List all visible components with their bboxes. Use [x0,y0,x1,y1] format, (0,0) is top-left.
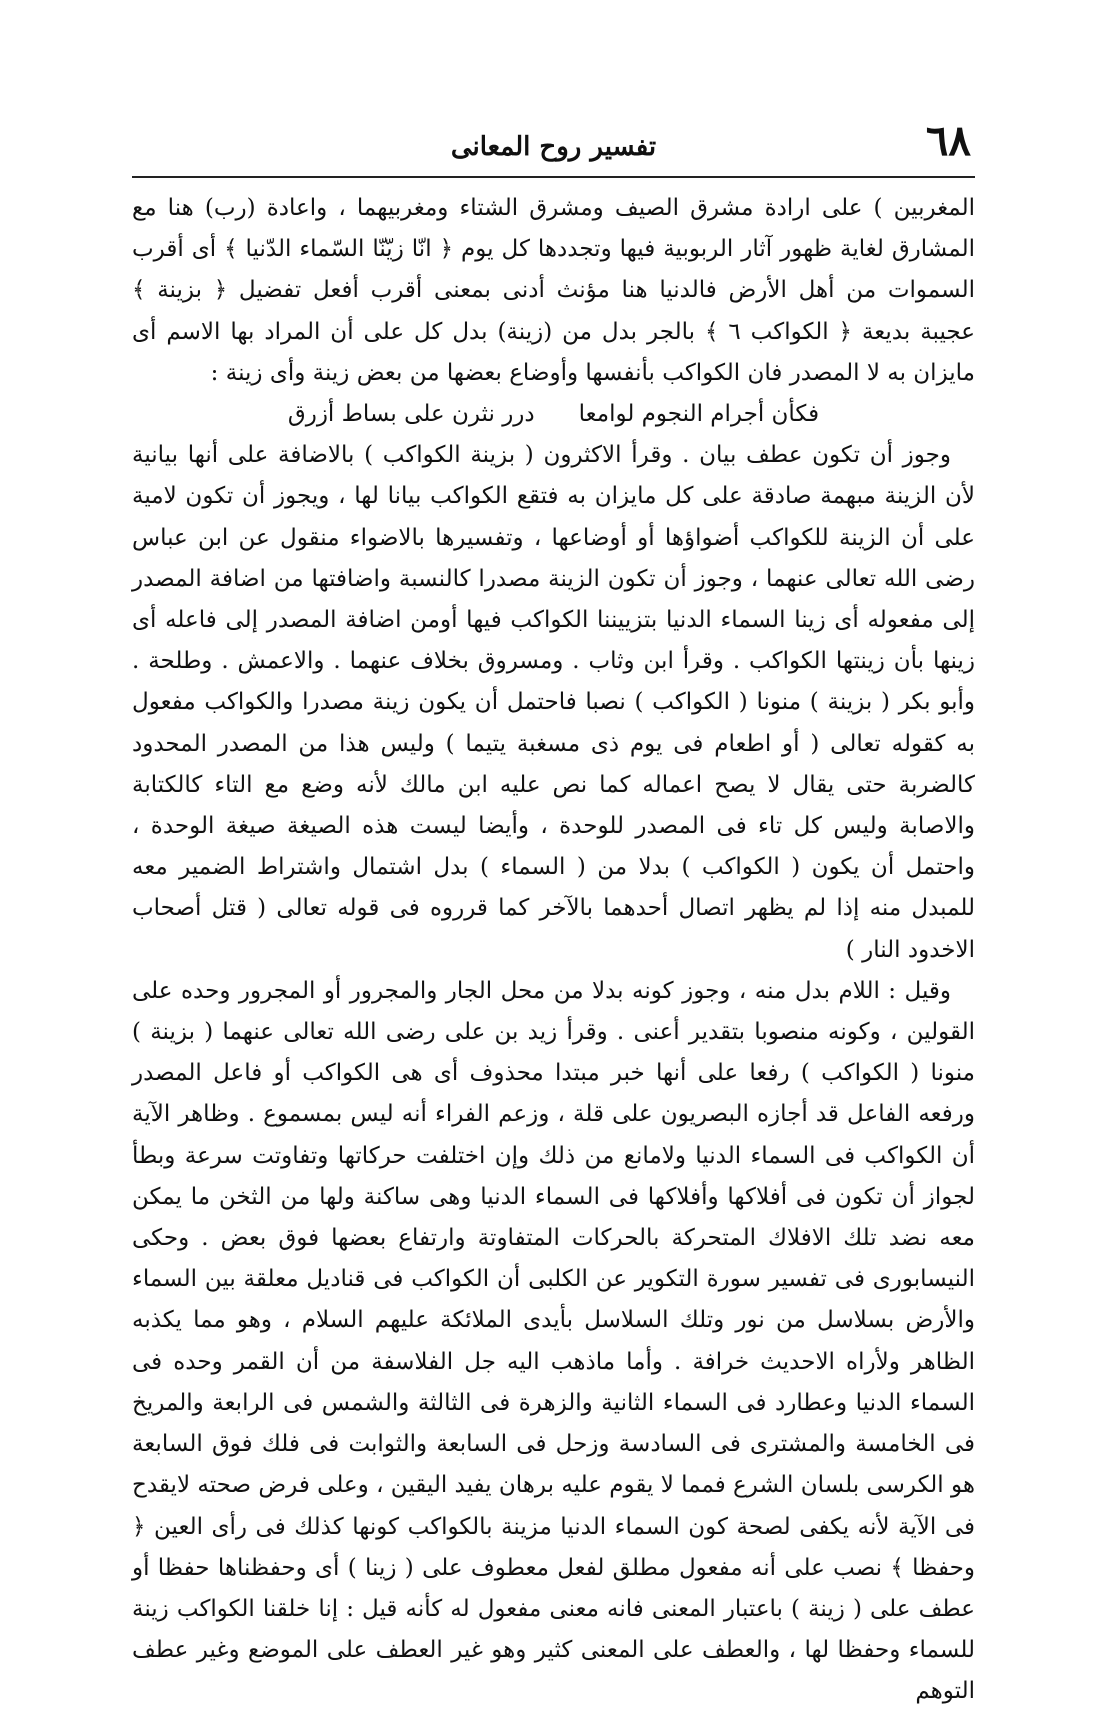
running-title: تفسير روح المعانى [450,132,657,162]
page-header [132,116,975,178]
poetry-verse [132,394,975,435]
body-text [132,188,975,1713]
paragraph-3: وقيل : اللام بدل منه ، وجوز كونه بدلا من محل الجار والمجرور أو المجرور وحده على القولين ، وكونه منصوبا بتقدير أعنى . وقرأ زيد بن على رضى الله تعالى عنهما ( بزينة ) منونا ( الكواكب ) رفعا على أنها خبر مبتدا محذوف أى هى الكواكب أو فاعل المصدر ورفعه الفاعل قد أجازه البصريون على قلة ، وزعم الفراء أنه ليس بمسموع . وظاهر الآية أن الكواكب فى السماء الدنيا ولامانع من ذلك وإن اختلفت حركاتها وتفاوتت سرعة وبطأ لجواز أن تكون فى أفلاكها وأفلاكها فى السماء الدنيا وهى ساكنة ولها من الثخن ما يمكن معه نضد تلك الافلاك المتحركة بالحركات المتفاوتة وارتفاع بعضها فوق بعض . وحكى النيسابورى فى تفسير سورة التكوير عن الكلبى أن الكواكب فى قناديل معلقة بين السماء والأرض بسلاسل من نور وتلك السلاسل بأيدى الملائكة عليهم السلام ، وهو مما يكذبه الظاهر ولأراه الاحديث خرافة . وأما ماذهب اليه جل الفلاسفة من أن القمر وحده فى السماء الدنيا وعطارد فى السماء الثانية والزهرة فى الثالثة والشمس فى الرابعة والمريخ فى الخامسة والمشترى فى السادسة وزحل فى السابعة والثوابت فى فلك فوق السابعة هو الكرسى بلسان الشرع فمما لا يقوم عليه برهان يفيد اليقين ، وعلى فرض صحته لايقدح فى الآية لأنه يكفى لصحة كون السماء الدنيا مزينة بالكواكب كونها كذلك فى رأى العين ﴿ وحفظا ﴾ نصب على أنه مفعول مطلق لفعل معطوف على ( زينا ) أى وحفظناها حفظا أو عطف على ( زينة ) باعتبار المعنى فانه معنى مفعول له كأنه قيل : إنا خلقنا الكواكب زينة للسماء وحفظا لها ، والعطف على المعنى كثير وهو غير العطف على الموضع وغير عطف التوهم [132,977,975,1705]
page-number: ٦٨ [925,116,971,165]
verse-hemistich-1: فكأن أجرام النجوم لوامعا [578,401,820,428]
verse-hemistich-2: درر نثرن على بساط أزرق [287,401,535,428]
paragraph-2: وجوز أن تكون عطف بيان . وقرأ الاكثرون ( بزينة الكواكب ) بالاضافة على أنها بيانية لأن الزينة مبهمة صادقة على كل مايزان به فتقع الكواكب بيانا لها ، ويجوز أن تكون لامية على أن الزينة للكواكب أضواؤها أو أوضاعها ، وتفسيرها بالاضواء منقول عن ابن عباس رضى الله تعالى عنهما ، وجوز أن تكون الزينة مصدرا كالنسبة واضافتها من اضافة المصدر إلى مفعوله أى زينا السماء الدنيا بتزييننا الكواكب فيها أومن اضافة المصدر إلى فاعله أى زينها بأن زينتها الكواكب . وقرأ ابن وثاب . ومسروق بخلاف عنهما . والاعمش . وطلحة . وأبو بكر ( بزينة ) منونا ( الكواكب ) نصبا فاحتمل أن يكون زينة مصدرا والكواكب مفعول به كقوله تعالى ( أو اطعام فى يوم ذى مسغبة يتيما ) وليس هذا من المصدر المحدود كالضربة حتى يقال لا يصح اعماله كما نص عليه ابن مالك لأنه وضع مع التاء كالكتابة والاصابة وليس كل تاء فى المصدر للوحدة ، وأيضا ليست هذه الصيغة صيغة الوحدة ، واحتمل أن يكون ( الكواكب ) بدلا من ( السماء ) بدل اشتمال واشتراط الضمير معه للمبدل منه إذا لم يظهر اتصال أحدهما بالآخر كما قرروه فى قوله تعالى ( قتل أصحاب الاخدود النار ) [132,442,975,963]
paragraph-1: المغربين ) على ارادة مشرق الصيف ومشرق الشتاء ومغربيهما ، واعادة (رب) هنا مع المشارق لغاية ظهور آثار الربوبية فيها وتجددها كل يوم ﴿ انّا زيّنّا السّماء الدّنيا ﴾ أى أقرب السموات من أهل الأرض فالدنيا هنا مؤنث أدنى بمعنى أقرب أفعل تفضيل ﴿ بزينة ﴾ عجيبة بديعة ﴿ الكواكب ٦ ﴾ بالجر بدل من (زينة) بدل كل على أن المراد بها الاسم أى مايزان به لا المصدر فان الكواكب بأنفسها وأوضاع بعضها من بعض زينة وأى زينة : [132,195,976,386]
